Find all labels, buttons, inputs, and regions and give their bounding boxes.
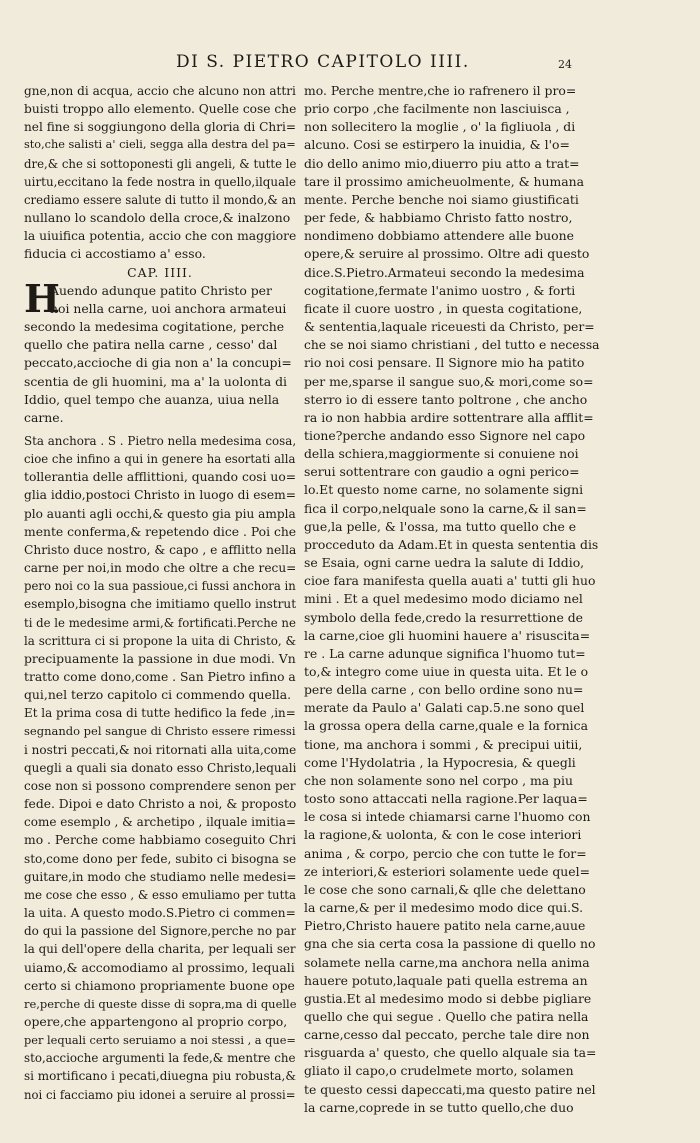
text-line: la scrittura ci si propone la uita di Christo, & (24, 633, 296, 648)
text-line: ti de le medesime armi,& fortificati.Perche ne (24, 615, 296, 630)
text-line: cioe che infino a qui in genere ha esortati alla (24, 452, 296, 467)
text-line: se Esaia, ogni carne uedra la salute di Iddio, (304, 555, 585, 571)
text-line: tare il prossimo amicheuolmente, & humana (304, 173, 585, 189)
text-line: tione?perche andando esso Signore nel capo (304, 427, 586, 443)
text-line: qui,nel terzo capitolo ci commendo quella. (24, 687, 292, 703)
text-line: sto,che salisti a' cieli, segga alla destra del pa= (24, 138, 296, 152)
drop-cap: H (24, 275, 60, 321)
left-column (24, 82, 296, 1104)
text-line: mini . Et a quel medesimo modo diciamo nel (304, 591, 583, 607)
text-line: certo si chiamono propriamente buone ope (24, 977, 295, 993)
text-line: plo auanti agli occhi,& questo gia piu ampla (24, 506, 296, 521)
text-line: per lequali certo seruiamo a noi stessi , a que= (24, 1033, 296, 1048)
text-line: la grossa opera della carne,quale e la fornica (304, 718, 588, 734)
text-line: gne,non di acqua, accio che alcuno non attri (24, 84, 296, 98)
text-line: Sta anchora . S . Pietro nella medesima cosa, (24, 433, 296, 448)
text-line: sto,accioche argumenti la fede,& mentre che (24, 1051, 296, 1066)
text-line: do qui la passione del Signore,perche no par (24, 924, 296, 939)
text-line: nullano lo scandolo della croce,& inalzono (24, 210, 291, 226)
text-line: risguarda a' questo, che quello alquale sia ta= (304, 1045, 597, 1061)
text-line: ra io non habbia ardire sottentrare alla afflit= (304, 409, 594, 425)
text-line: non sollecitero la moglie , o' la figliuola , di (304, 119, 576, 135)
text-line: della schiera,maggiormente si conuiene noi (304, 446, 579, 462)
text-line: la qui dell'opere della charita, per lequali ser (24, 942, 296, 957)
text-line: me cose che esso , & esso emuliamo per tutta (24, 887, 296, 902)
text-line: carne. (24, 409, 64, 425)
text-line: esemplo,bisogna che imitiamo quello instrut (24, 597, 296, 612)
text-line: la uiuifica potentia, accio che con maggiore (24, 229, 296, 244)
text-line: le cose che sono carnali,& qlle che delettano (304, 881, 586, 897)
text-line: prio corpo ,che facilmente non lasciuisca , (304, 101, 570, 117)
text-line: gue,la pelle, & l'ossa, ma tutto quello che e (304, 518, 577, 534)
text-line: cogitatione,fermate l'animo uostro , & forti (304, 282, 576, 298)
text-line: Christo duce nostro, & capo , e afflitto nella (24, 542, 296, 557)
drop-cap-paragraph (24, 275, 296, 321)
text-line: fiducia ci accostiamo a' esso. (24, 246, 206, 262)
text-line: sto,come dono per fede, subito ci bisogna se (24, 851, 296, 866)
text-line: dio dello animo mio,diuerro piu atto a trat= (304, 155, 580, 171)
text-line: la carne,& per il medesimo modo dice qui.S. (304, 900, 584, 916)
text-line: cose non si possono comprendere senon per (24, 778, 296, 793)
text-line: come esemplo , & archetipo , ilquale imitia= (24, 815, 296, 830)
text-line: alcuno. Cosi se estirpero la inuidia, & l'o= (304, 137, 570, 153)
text-line: anima , & corpo, percio che con tutte le for= (304, 845, 587, 861)
text-line: si mortificano i pecati,diuegna piu robusta,& (24, 1069, 296, 1084)
text-line: per fede, & habbiamo Christo fatto nostro, (304, 210, 573, 226)
text-line: solamete nella carne,ma anchora nella anima (304, 954, 590, 970)
chapter-heading: CAP. IIII. (127, 264, 193, 280)
text-line: crediamo essere salute di tutto il mondo,& an (24, 192, 296, 207)
text-line: che non solamente sono nel corpo , ma piu (304, 772, 573, 788)
text-line: serui sottentrare con gaudio a ogni perico= (304, 464, 580, 480)
text-line: pero noi co la sua passioue,ci fussi anchora in (24, 579, 296, 594)
text-line: hauere potuto,laquale pati quella estrema an (304, 972, 588, 988)
text-line: la ragione,& uolonta, & con le cose interiori (304, 827, 582, 843)
text-line: re . La carne adunque significa l'huomo tut= (304, 645, 586, 661)
text-line: dice.S.Pietro.Armateui secondo la medesima (304, 264, 585, 280)
text-line: te questo cessi dapeccati,ma questo patire nel (304, 1081, 596, 1097)
text-line: segnando pel sangue di Christo essere rimessi (24, 724, 296, 739)
text-line: nel fine si soggiungono della gloria di Chri= (24, 120, 296, 135)
text-line: dre,& che si sottoponesti gli angeli, & tutte le (24, 156, 296, 171)
page-number: 24 (558, 58, 572, 71)
text-line: Pietro,Christo hauere patito nela carne,auue (304, 918, 586, 934)
text-line: peccato,accioche di gia non a' la concupi= (24, 355, 292, 371)
text-line: quello che patira nella carne , cesso' dal (24, 337, 278, 353)
text-line: cioe fara manifesta quella auati a' tutti gli huo (304, 573, 596, 589)
text-line: gna che sia certa cosa la passione di quello no (304, 936, 596, 952)
page-header (0, 52, 700, 82)
text-line: i nostri peccati,& noi ritornati alla uita,come (24, 742, 296, 757)
text-line: fede. Dipoi e dato Christo a noi, & proposto (24, 797, 296, 812)
text-line: opere,che appartengono al proprio corpo, (24, 1013, 288, 1029)
text-line: lo.Et questo nome carne, no solamente signi (304, 482, 584, 498)
text-line: la uita. A questo modo.S.Pietro ci commen= (24, 906, 296, 921)
text-line: noi ci facciamo piu idonei a seruire al prossi= (24, 1087, 296, 1102)
text-line: tione, ma anchora i sommi , & precipui uitii, (304, 736, 583, 752)
text-line: Iddio, quel tempo che auanza, uiua nella (24, 391, 280, 407)
text-line: la carne,coprede in se tutto quello,che duo (304, 1099, 574, 1115)
text-line: tollerantia delle afflittioni, quando cosi uo= (24, 470, 296, 485)
text-line: ficate il cuore uostro , in questa cogitatione, (304, 300, 583, 316)
text-line: uirtu,eccitano la fede nostra in quello,ilquale (24, 174, 296, 189)
text-line: gustia.Et al medesimo modo si debbe pigliare (304, 990, 592, 1006)
text-line: procceduto da Adam.Et in questa sententia dis (304, 536, 599, 552)
text-line: scentia de gli huomini, ma a' la uolonta di (24, 373, 287, 389)
right-column (304, 82, 600, 1117)
text-line: re,perche di queste disse di sopra,ma di quelle (24, 996, 296, 1011)
text-line: quegli a quali sia donato esso Christo,lequali (24, 760, 296, 775)
text-line: tratto come dono,come . San Pietro infino a (24, 670, 296, 684)
text-line: rio noi cosi pensare. Il Signore mio ha patito (304, 355, 585, 371)
text-line: precipuamente la passione in due modi. Vn (24, 650, 296, 666)
text-line: symbolo della fede,credo la resurrettione de (304, 609, 583, 625)
text-line: uiamo,& accomodiamo al prossimo, lequali (24, 959, 295, 975)
text-line: nondimeno dobbiamo attendere alle buone (304, 228, 574, 244)
text-line: sterro io di essere tanto poltrone , che ancho (304, 391, 588, 407)
text-line: carne,cesso dal peccato, perche tale dire non (304, 1027, 590, 1043)
text-line: le cosa si intede chiamarsi carne l'huomo con (304, 809, 591, 825)
text-line: fica il corpo,nelquale sono la carne,& il san= (304, 500, 587, 516)
text-line: che se noi siamo christiani , del tutto e necessa (304, 338, 600, 353)
running-title: DI S. PIETRO CAPITOLO IIII. (176, 52, 470, 72)
text-line: pere della carne , con bello ordine sono nu= (304, 682, 584, 698)
text-line: merate da Paulo a' Galati cap.5.ne sono quel (304, 700, 585, 716)
text-line: come l'Hydolatria , la Hypocresia, & quegli (304, 754, 576, 770)
text-line: mente. Perche benche noi siamo giustificati (304, 191, 579, 207)
text-line: buisti troppo allo elemento. Quelle cose che (24, 102, 296, 117)
text-line: mo . Perche come habbiamo coseguito Chri (24, 833, 296, 848)
text-line: opere,& seruire al prossimo. Oltre adi questo (304, 246, 590, 262)
text-line: glia iddio,postoci Christo in luogo di esem= (24, 488, 296, 503)
text-line: quello che qui segue . Quello che patira nella (304, 1008, 589, 1024)
text-line: & sententia,laquale riceuesti da Christo, per= (304, 319, 595, 335)
text-line: guitare,in modo che studiamo nelle medesi= (24, 869, 296, 884)
text-line: Auendo adunque patito Christo per (50, 282, 272, 298)
text-line: to,& integro come uiue in questa uita. Et le o (304, 664, 589, 679)
text-line: secondo la medesima cogitatione, perche (24, 319, 285, 335)
text-line: ze interiori,& esteriori solamente uede quel= (304, 863, 590, 879)
text-line: tosto sono attaccati nella ragione.Per laqua= (304, 791, 588, 807)
text-line: Et la prima cosa di tutte hedifico la fede ,in= (24, 706, 296, 721)
text-line: per me,sparse il sangue suo,& mori,come so= (304, 373, 594, 389)
text-line: carne per noi,in modo che oltre a che recu= (24, 561, 296, 576)
text-line: la carne,cioe gli huomini hauere a' risuscita= (304, 627, 591, 643)
text-line: noi nella carne, uoi anchora armateui (50, 300, 287, 316)
text-line: mo. Perche mentre,che io rafrenero il pro= (304, 83, 577, 98)
text-line: gliato il capo,o crudelmete morto, solamen (304, 1063, 574, 1079)
text-line: mente conferma,& repetendo dice . Poi che (24, 524, 296, 539)
